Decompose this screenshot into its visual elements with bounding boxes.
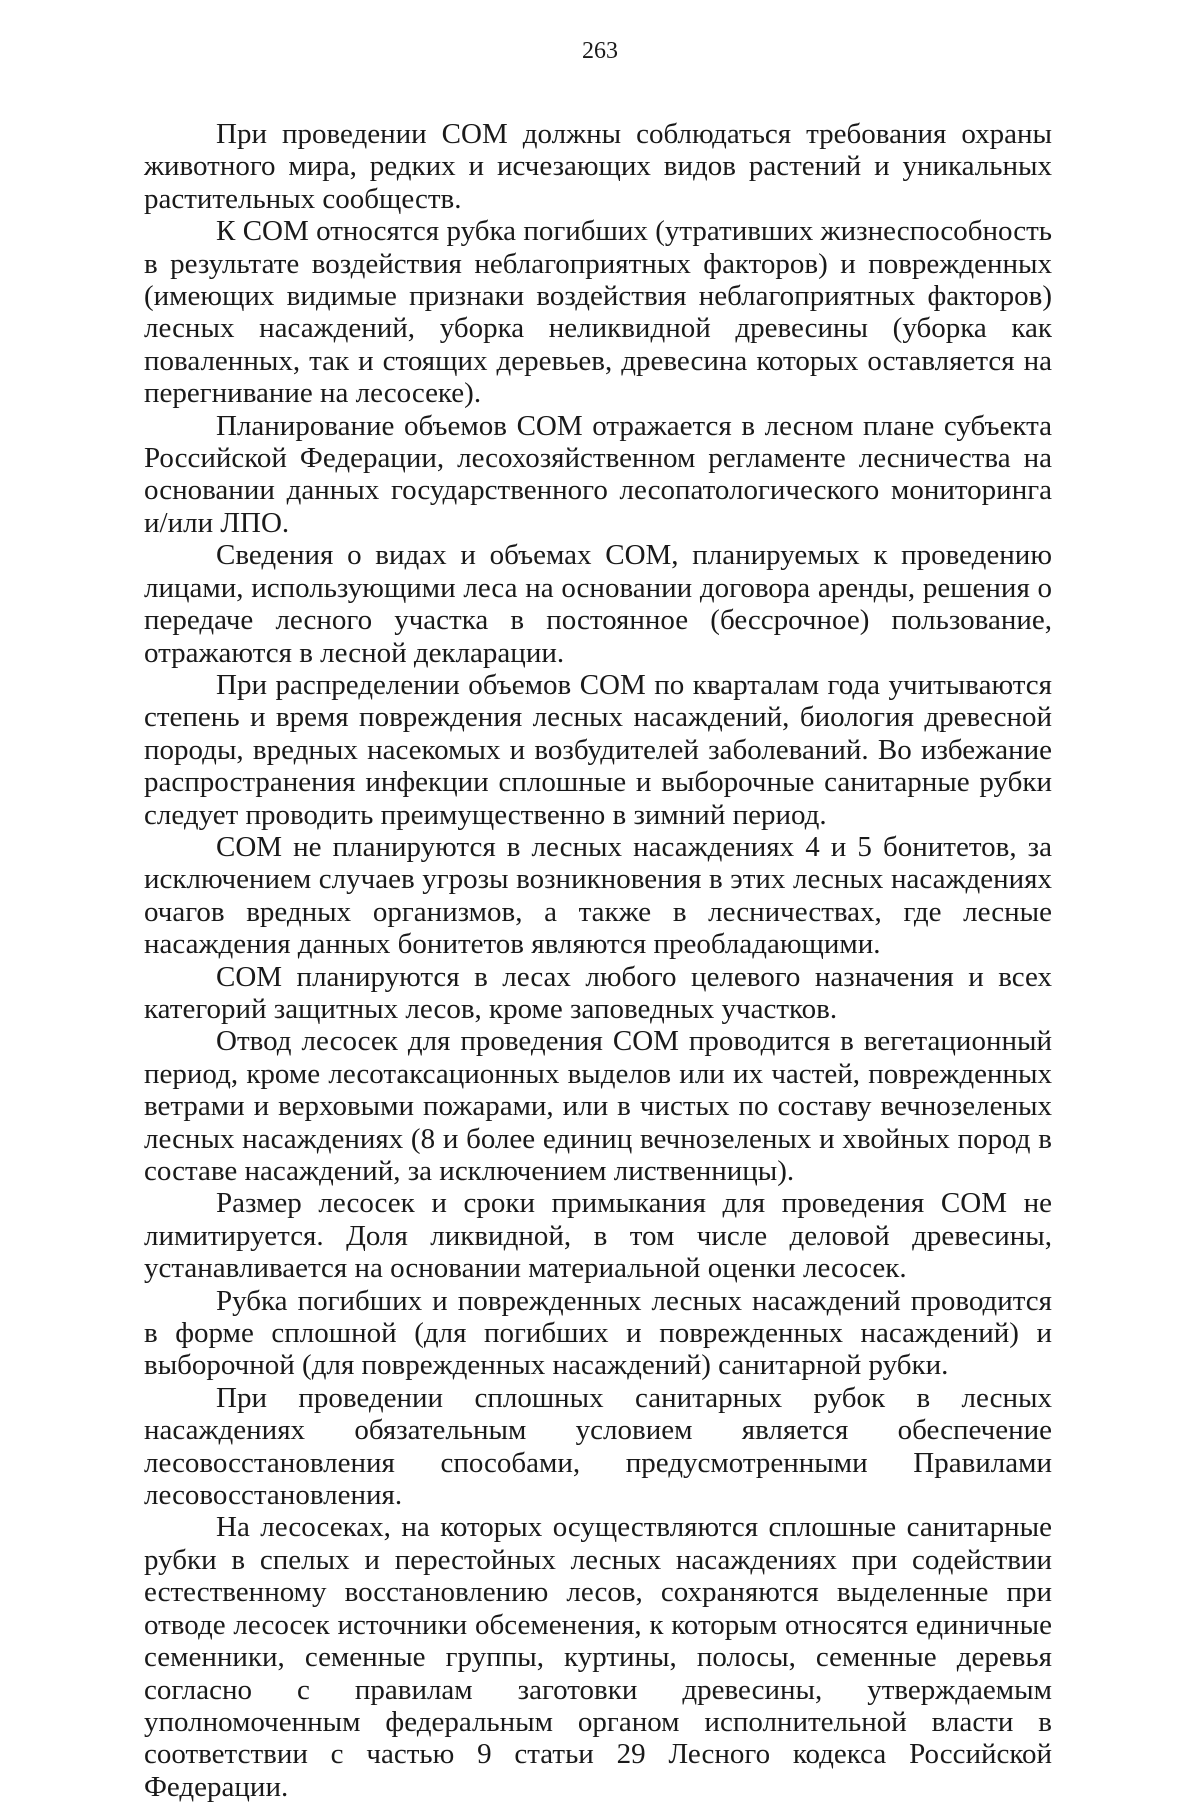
paragraph-7: СОМ планируются в лесах любого целевого назначения и всех категорий защитных лесов, кроме заповедных участков. — [144, 960, 1052, 1025]
paragraph-4: Сведения о видах и объемах СОМ, планируемых к проведению лицами, использующими леса на основании договора аренды, решения о передаче лесного участка в постоянное (бессрочное) пользование, отражаются в лесной декларации. — [144, 539, 1052, 669]
paragraph-9: Размер лесосек и сроки примыкания для проведения СОМ не лимитируется. Доля ликвидной, в том числе деловой древесины, устанавливается на основании материальной оценки лесосек. — [144, 1187, 1052, 1285]
page-number: 263 — [582, 38, 618, 64]
paragraph-12: На лесосеках, на которых осуществляются сплошные санитарные рубки в спелых и перестойных лесных насаждениях при содействии естественному восстановлению лесов, сохраняются выделенные при отводе лесосек источники обсеменения, к которым относятся единичные семенники, семенные группы, куртины, полосы, семенные деревья согласно с правилам заготовки древесины, утверждаемым уполномоченным федеральным органом исполнительной власти в соответствии с частью 9 статьи 29 Лесного кодекса Российской Федерации. — [144, 1511, 1052, 1803]
paragraph-1: При проведении СОМ должны соблюдаться требования охраны животного мира, редких и исчезающих видов растений и уникальных растительных сообществ. — [144, 118, 1052, 215]
paragraph-11: При проведении сплошных санитарных рубок в лесных насаждениях обязательным условием является обеспечение лесовосстановления способами, предусмотренными Правилами лесовосстановления. — [144, 1381, 1052, 1512]
paragraph-8: Отвод лесосек для проведения СОМ проводится в вегетационный период, кроме лесотаксационных выделов или их частей, поврежденных ветрами и верховыми пожарами, или в чистых по составу вечнозеленых лесных насаждениях (8 и более единиц вечнозеленых и хвойных пород в составе насаждений, за исключением лиственницы). — [144, 1025, 1052, 1187]
paragraph-2: К СОМ относятся рубка погибших (утративших жизнеспособность в результате воздействия неблагоприятных факторов) и поврежденных (имеющих видимые признаки воздействия неблагоприятных факторов) лесных насаждений, уборка неликвидной древесины (уборка как поваленных, так и стоящих деревьев, древесина которых оставляется на перегнивание на лесосеке). — [144, 215, 1052, 410]
paragraph-5: При распределении объемов СОМ по кварталам года учитываются степень и время повреждения лесных насаждений, биология древесной породы, вредных насекомых и возбудителей заболеваний. Во избежание распространения инфекции сплошные и выборочные санитарные рубки следует проводить преимущественно в зимний период. — [144, 668, 1052, 831]
paragraph-6: СОМ не планируются в лесных насаждениях 4 и 5 бонитетов, за исключением случаев угрозы возникновения в этих лесных насаждениях очагов вредных организмов, а также в лесничествах, где лесные насаждения данных бонитетов являются преобладающими. — [144, 830, 1052, 961]
document-body — [144, 118, 1052, 1803]
paragraph-10: Рубка погибших и поврежденных лесных насаждений проводится в форме сплошной (для погибших и поврежденных насаждений) и выборочной (для поврежденных насаждений) санитарной рубки. — [144, 1284, 1052, 1382]
paragraph-3: Планирование объемов СОМ отражается в лесном плане субъекта Российской Федерации, лесохозяйственном регламенте лесничества на основании данных государственного лесопатологического мониторинга и/или ЛПО. — [144, 409, 1052, 539]
